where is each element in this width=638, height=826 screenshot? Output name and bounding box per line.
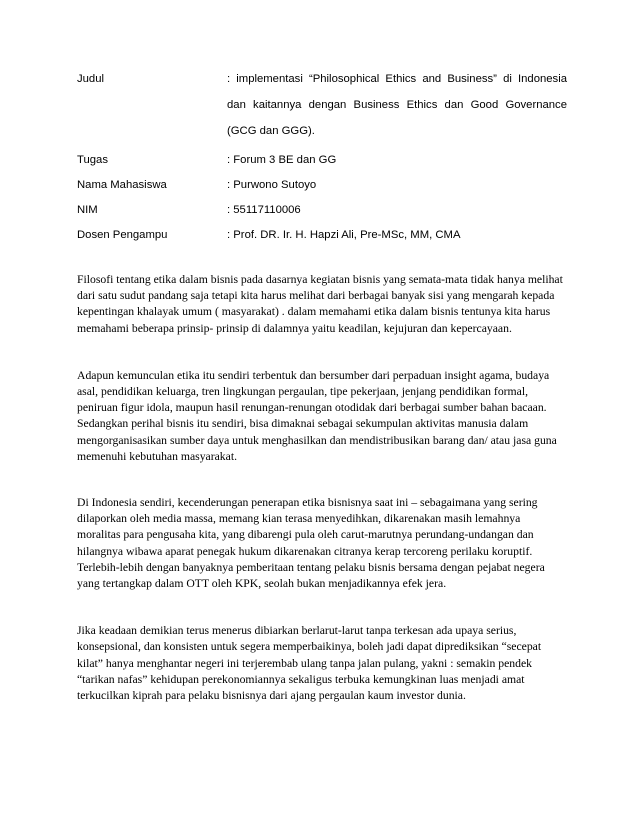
paragraph-1: Filosofi tentang etika dalam bisnis pada dasarnya kegiatan bisnis yang semata-mata tidak hanya melihat dari satu sudut pandang saja tetapi kita harus melihat dari berbagai banyak sisi yang mengarah kepada kepentingan khalayak umum ( masyarakat) . dalam memahami etika dalam bisnis tentunya kita harus memahami beberapa prinsip- prinsip di dalamnya yaitu keadilan, kejujuran dan kepercayaan.: [77, 273, 563, 335]
tugas-row: [77, 151, 567, 169]
nim-value: : 55117110006: [227, 204, 301, 216]
nama-row: [77, 176, 567, 194]
paragraph-4: Jika keadaan demikian terus menerus dibiarkan berlarut-larut tanpa terkesan ada upaya serius, konsepsional, dan konsisten untuk segera memperbaikinya, boleh jadi dapat diprediksikan “secepat kilat” hanya menghantar negeri ini terjerembab ulang tanpa jalan pulang, yakni : semakin pendek “tarikan nafas” kehidupan perekonomiannya sekaligus terbuka kemungkinan luas menjadi amat terkucilkan kiprah para pelaku bisnisnya dari ajang pergaulan kaum investor dunia.: [77, 624, 542, 703]
tugas-label: Tugas: [77, 154, 108, 166]
judul-label: Judul: [77, 73, 105, 85]
paragraph-2: Adapun kemunculan etika itu sendiri terbentuk dan bersumber dari perpaduan insight agama, budaya asal, pendidikan keluarga, tren lingkungan pergaulan, tipe pekerjaan, jenjang pendidikan formal, peniruan figur idola, maupun hasil renungan-renungan otodidak dari berbagai sumber bahan bacaan. Sedangkan perihal bisnis itu sendiri, bisa dimaknai sebagai sekumpulan aktivitas manusia dalam mengorganisasikan sumber daya untuk menghasilkan dan mendistribusikan barang dan/ atau jasa guna memenuhi kebutuhan masyarakat.: [77, 368, 557, 463]
document-body: [77, 272, 564, 737]
assignment-header: [77, 70, 567, 251]
nim-label: NIM: [77, 204, 98, 216]
dosen-row: [77, 226, 567, 244]
dosen-label: Dosen Pengampu: [77, 229, 168, 241]
judul-row: [77, 70, 567, 144]
paragraph-3: Di Indonesia sendiri, kecenderungan penerapan etika bisnisnya saat ini – sebagaimana yang sering dilaporkan oleh media massa, memang kian terasa menyedihkan, dikarenakan masih lemahnya moralitas para pengusaha kita, yang dibarengi pula oleh carut-marutnya perundang-undangan dan hilangnya wibawa aparat penegak hukum dikarenakan citranya kerap tercoreng perilaku koruptif. Terlebih-lebih dengan banyaknya pemberitaan tentang pelaku bisnis bersama dengan pejabat negera yang tertangkap dalam OTT oleh KPK, seolah bukan menjadikannya efek jera.: [77, 496, 545, 591]
judul-value: : implementasi “Philosophical Ethics and Business” di Indonesia dan kaitannya dengan Business Ethics dan Good Governance (GCG dan GGG).: [227, 73, 567, 137]
tugas-value: : Forum 3 BE dan GG: [227, 154, 337, 166]
dosen-value: : Prof. DR. Ir. H. Hapzi Ali, Pre-MSc, MM, CMA: [227, 229, 461, 241]
nama-value: : Purwono Sutoyo: [227, 179, 317, 191]
nama-label: Nama Mahasiswa: [77, 179, 167, 191]
nim-row: [77, 201, 567, 219]
